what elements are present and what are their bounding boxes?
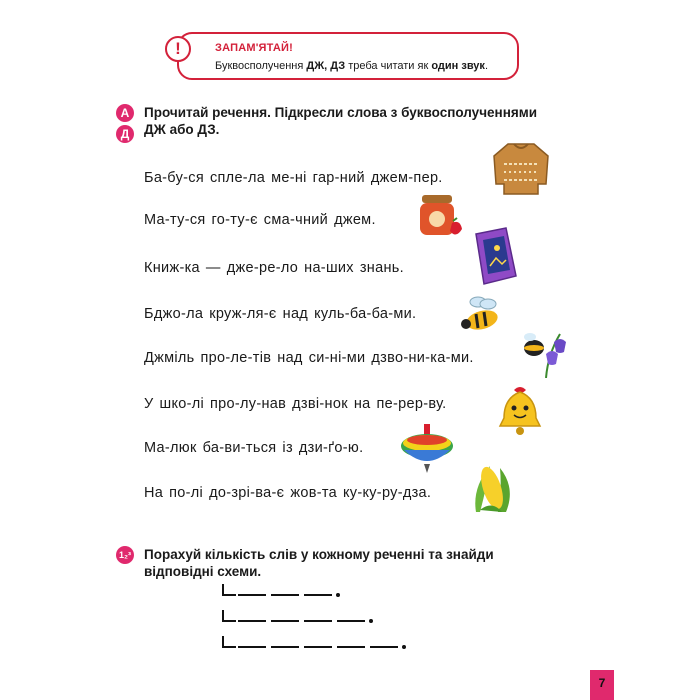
sentence-word: дже-ре-ло <box>226 260 299 276</box>
sentence-word: Книж-ка <box>144 260 200 276</box>
sentence-row <box>144 396 453 412</box>
sentence-word: ме-ні <box>271 170 307 186</box>
sentence-row <box>144 212 382 228</box>
sentence-word: над <box>282 306 309 322</box>
scheme-word <box>337 646 365 648</box>
scheme-word <box>271 646 299 648</box>
sentence-word: із <box>282 440 293 456</box>
sentence-word: дзи-ґо-ю. <box>298 440 364 456</box>
sentence-word: На <box>144 485 164 501</box>
task-badge-numbers: 1₂³ <box>116 546 134 564</box>
sentence-row <box>144 485 437 501</box>
reminder-box <box>177 32 519 80</box>
sentence-word: дзво-ни-ка-ми. <box>371 350 474 366</box>
sentence-word: куль-ба-ба-ми. <box>314 306 417 322</box>
scheme-period <box>336 593 340 597</box>
scheme-word <box>271 620 299 622</box>
sentence-word: спле-ла <box>209 170 266 186</box>
sentence-row <box>144 440 369 456</box>
scheme-word <box>238 620 266 622</box>
reminder-text-part: треба читати як <box>345 60 432 72</box>
sentence-word: ку-ку-ру-дза. <box>342 485 432 501</box>
sentence-word: ба-ви-ться <box>202 440 277 456</box>
task2-instruction <box>144 546 494 580</box>
sentence-word: Бджо-ла <box>144 306 204 322</box>
sentence-word: шко-лі <box>159 396 205 412</box>
sentence-word: си-ні-ми <box>308 350 366 366</box>
sentence-word: сма-чний <box>263 212 329 228</box>
sentence-word: го-ту-є <box>211 212 258 228</box>
exclamation-icon: ! <box>165 36 191 62</box>
task1-line: ДЖ або ДЗ. <box>144 122 220 137</box>
sentence-word: жов-та <box>290 485 337 501</box>
task2-line: Порахуй кількість слів у кожному реченні та знайди <box>144 547 494 562</box>
reminder-title: ЗАПАМ'ЯТАЙ! <box>215 42 293 54</box>
scheme-word <box>370 646 398 648</box>
sentence-word: Ма-ту-ся <box>144 212 206 228</box>
sentence-row <box>144 306 422 322</box>
sentence-word: гар-ний <box>312 170 365 186</box>
sentence-word: У <box>144 396 154 412</box>
sentence-row <box>144 350 480 366</box>
sentence-word: Ба-бу-ся <box>144 170 204 186</box>
sentence-word: над <box>277 350 303 366</box>
bee-icon <box>456 296 506 334</box>
sentence-word: Джміль <box>144 350 195 366</box>
sentence-word: на-ших <box>304 260 354 276</box>
sentence-word: джем. <box>334 212 376 228</box>
jam-jar-icon <box>414 193 466 239</box>
book-icon <box>472 226 520 286</box>
sentence-word: до-зрі-ва-є <box>209 485 285 501</box>
task2-line: відповідні схеми. <box>144 564 262 579</box>
task-badge-d: Д <box>116 125 134 143</box>
reminder-text-part: Буквосполучення <box>215 60 307 72</box>
scheme-word <box>238 646 266 648</box>
scheme-word <box>238 594 266 596</box>
sentence-word: круж-ля-є <box>209 306 277 322</box>
reminder-text-part: . <box>484 60 488 72</box>
sweater-icon <box>490 140 552 196</box>
scheme-period <box>369 619 373 623</box>
spinning-top-icon <box>400 424 456 474</box>
reminder-text <box>215 60 488 72</box>
scheme-first-word <box>222 610 236 622</box>
corn-icon <box>466 460 520 516</box>
task-badge-a: А <box>116 104 134 122</box>
bumblebee-bluebell-icon <box>516 324 576 378</box>
sentence-word: по-лі <box>169 485 204 501</box>
sentence-row <box>144 170 449 186</box>
sentence-word: на <box>353 396 371 412</box>
reminder-text-bold: ДЖ, ДЗ <box>306 60 346 72</box>
sentence-word: дзві-нок <box>292 396 348 412</box>
scheme-first-word <box>222 584 236 596</box>
scheme-word <box>337 620 365 622</box>
sentence-row <box>144 260 410 276</box>
sentence-word: пе-рер-ву. <box>376 396 447 412</box>
sentence-word: — <box>205 260 221 276</box>
scheme-first-word <box>222 636 236 648</box>
reminder-text-bold: один звук <box>431 60 485 72</box>
school-bell-icon <box>496 384 544 438</box>
scheme-word <box>304 646 332 648</box>
sentence-word: про-лу-нав <box>210 396 287 412</box>
sentence-word: про-ле-тів <box>200 350 272 366</box>
task1-line: Прочитай речення. Підкресли слова з буквосполученнями <box>144 105 538 120</box>
page-number: 7 <box>590 670 614 700</box>
sentence-word: джем-пер. <box>370 170 443 186</box>
scheme-word <box>271 594 299 596</box>
sentence-word: знань. <box>359 260 404 276</box>
scheme-period <box>402 645 406 649</box>
task1-instruction <box>144 104 537 138</box>
scheme-word <box>304 620 332 622</box>
scheme-word <box>304 594 332 596</box>
sentence-word: Ма-люк <box>144 440 197 456</box>
